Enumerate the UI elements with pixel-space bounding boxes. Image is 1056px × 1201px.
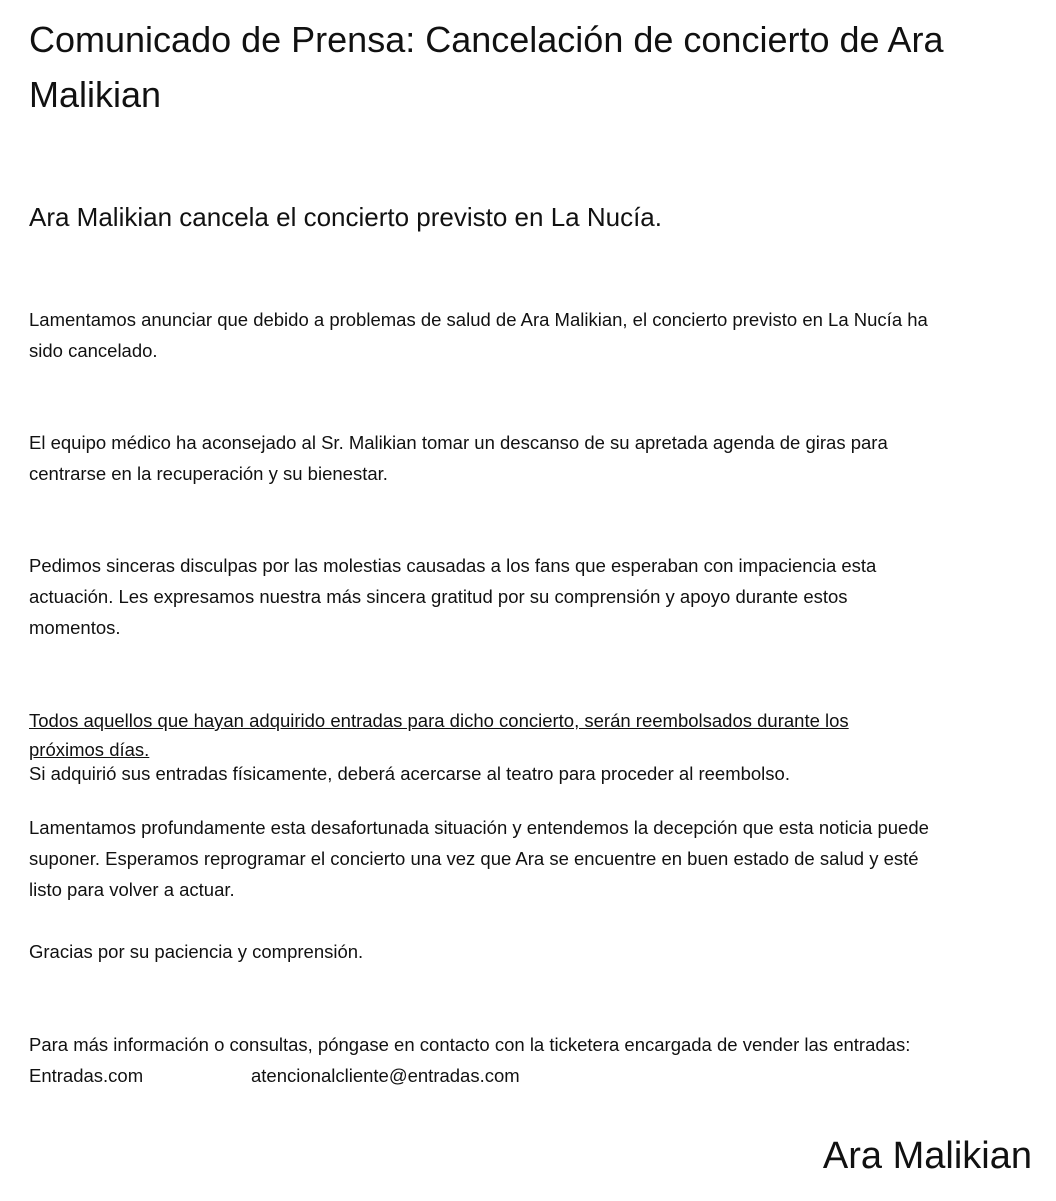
page-title: Comunicado de Prensa: Cancelación de concierto de Ara Malikian	[29, 19, 944, 115]
paragraph-contact-info: Para más información o consultas, póngase en contacto con la ticketera encargada de vender las entradas:	[29, 1034, 911, 1055]
contact-line	[29, 1060, 520, 1091]
paragraph-cancellation: Lamentamos anunciar que debido a problemas de salud de Ara Malikian, el concierto previsto en La Nucía ha sido cancelado.	[29, 309, 928, 361]
contact-website: Entradas.com	[29, 1065, 144, 1086]
paragraph-thanks: Gracias por su paciencia y comprensión.	[29, 941, 364, 962]
paragraph-refund-notice: Todos aquellos que hayan adquirido entradas para dicho concierto, serán reembolsados durante los próximos días.	[29, 710, 849, 760]
paragraph-physical-refund: Si adquirió sus entradas físicamente, deberá acercarse al teatro para proceder al reembolso.	[29, 763, 790, 784]
paragraph-apology: Pedimos sinceras disculpas por las molestias causadas a los fans que esperaban con impaciencia esta actuación. Les expresamos nuestra más sincera gratitud por su comprensión y apoyo durante estos momentos.	[29, 555, 877, 638]
signature: Ara Malikian	[822, 1135, 1032, 1177]
paragraph-reschedule: Lamentamos profundamente esta desafortunada situación y entendemos la decepción que esta noticia puede suponer. Esperamos reprogramar el concierto una vez que Ara se encuentre en buen estado de salud y esté listo para volver a actuar.	[29, 817, 929, 900]
subtitle: Ara Malikian cancela el concierto previsto en La Nucía.	[29, 202, 662, 232]
paragraph-medical-advice: El equipo médico ha aconsejado al Sr. Malikian tomar un descanso de su apretada agenda de giras para centrarse en la recuperación y su bienestar.	[29, 432, 888, 484]
contact-email: atencionalcliente@entradas.com	[251, 1065, 520, 1086]
